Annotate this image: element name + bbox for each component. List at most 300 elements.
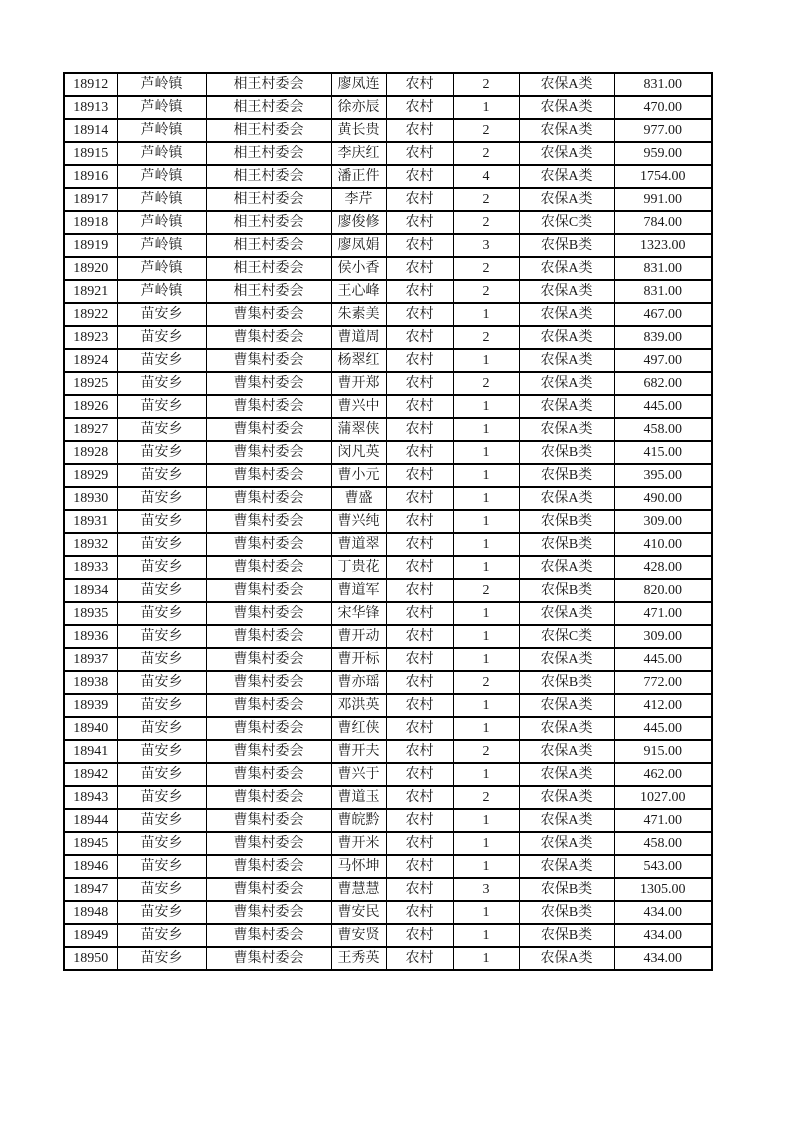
cell-insurance-category: 农保B类 [519,464,614,487]
table-row [64,832,712,855]
cell-town: 芦岭镇 [117,257,206,280]
cell-person-count: 1 [453,349,519,372]
cell-insurance-category: 农保A类 [519,349,614,372]
cell-residence-type: 农村 [386,625,453,648]
table-row [64,694,712,717]
cell-village-committee: 相王村委会 [206,165,331,188]
cell-person-count: 1 [453,441,519,464]
cell-residence-type: 农村 [386,648,453,671]
cell-record-id: 18936 [64,625,117,648]
cell-amount: 445.00 [614,395,712,418]
cell-town: 苗安乡 [117,786,206,809]
table-row [64,303,712,326]
table-row [64,717,712,740]
cell-insurance-category: 农保C类 [519,625,614,648]
cell-residence-type: 农村 [386,441,453,464]
cell-record-id: 18931 [64,510,117,533]
cell-insurance-category: 农保A类 [519,165,614,188]
cell-town: 苗安乡 [117,395,206,418]
cell-town: 芦岭镇 [117,188,206,211]
cell-record-id: 18950 [64,947,117,970]
cell-village-committee: 曹集村委会 [206,556,331,579]
table-row [64,740,712,763]
cell-person-count: 1 [453,947,519,970]
cell-residence-type: 农村 [386,510,453,533]
cell-residence-type: 农村 [386,372,453,395]
cell-residence-type: 农村 [386,257,453,280]
cell-person-count: 1 [453,464,519,487]
table-row [64,556,712,579]
cell-amount: 839.00 [614,326,712,349]
cell-insurance-category: 农保A类 [519,717,614,740]
cell-residence-type: 农村 [386,602,453,625]
cell-amount: 458.00 [614,418,712,441]
cell-residence-type: 农村 [386,671,453,694]
cell-person-name: 杨翠红 [331,349,386,372]
cell-person-count: 1 [453,809,519,832]
cell-insurance-category: 农保A类 [519,947,614,970]
cell-residence-type: 农村 [386,142,453,165]
cell-person-count: 2 [453,280,519,303]
table-row [64,855,712,878]
cell-record-id: 18937 [64,648,117,671]
cell-town: 芦岭镇 [117,96,206,119]
cell-residence-type: 农村 [386,73,453,96]
cell-amount: 445.00 [614,648,712,671]
cell-residence-type: 农村 [386,924,453,947]
cell-insurance-category: 农保A类 [519,809,614,832]
cell-amount: 831.00 [614,257,712,280]
cell-village-committee: 曹集村委会 [206,395,331,418]
cell-person-count: 1 [453,303,519,326]
cell-record-id: 18930 [64,487,117,510]
cell-person-count: 2 [453,326,519,349]
cell-town: 苗安乡 [117,372,206,395]
table-row [64,234,712,257]
cell-insurance-category: 农保B类 [519,671,614,694]
cell-village-committee: 曹集村委会 [206,533,331,556]
cell-person-name: 闵凡英 [331,441,386,464]
table-row [64,119,712,142]
cell-person-name: 曹开米 [331,832,386,855]
cell-insurance-category: 农保B类 [519,878,614,901]
cell-record-id: 18946 [64,855,117,878]
cell-residence-type: 农村 [386,349,453,372]
cell-record-id: 18919 [64,234,117,257]
table-row [64,602,712,625]
cell-village-committee: 相王村委会 [206,96,331,119]
cell-person-count: 1 [453,855,519,878]
cell-amount: 682.00 [614,372,712,395]
table-row [64,96,712,119]
cell-person-count: 1 [453,901,519,924]
cell-residence-type: 农村 [386,119,453,142]
table-row [64,441,712,464]
cell-residence-type: 农村 [386,809,453,832]
cell-amount: 820.00 [614,579,712,602]
cell-village-committee: 曹集村委会 [206,303,331,326]
table-row [64,418,712,441]
cell-village-committee: 相王村委会 [206,234,331,257]
cell-amount: 772.00 [614,671,712,694]
cell-insurance-category: 农保B类 [519,510,614,533]
cell-amount: 458.00 [614,832,712,855]
cell-person-name: 王心峰 [331,280,386,303]
cell-person-name: 曹道军 [331,579,386,602]
cell-record-id: 18932 [64,533,117,556]
cell-record-id: 18945 [64,832,117,855]
cell-amount: 467.00 [614,303,712,326]
cell-person-name: 蒲翠侠 [331,418,386,441]
cell-person-name: 朱素美 [331,303,386,326]
cell-town: 芦岭镇 [117,211,206,234]
cell-person-name: 曹小元 [331,464,386,487]
payment-table [63,72,713,971]
cell-record-id: 18929 [64,464,117,487]
cell-person-count: 1 [453,763,519,786]
table-row [64,464,712,487]
cell-person-name: 曹兴纯 [331,510,386,533]
cell-person-name: 宋华锋 [331,602,386,625]
cell-town: 苗安乡 [117,855,206,878]
cell-village-committee: 曹集村委会 [206,694,331,717]
cell-insurance-category: 农保A类 [519,395,614,418]
cell-person-name: 曹开夫 [331,740,386,763]
cell-town: 芦岭镇 [117,280,206,303]
table-row [64,947,712,970]
cell-village-committee: 曹集村委会 [206,418,331,441]
cell-residence-type: 农村 [386,487,453,510]
table-row [64,188,712,211]
cell-town: 苗安乡 [117,625,206,648]
cell-village-committee: 曹集村委会 [206,441,331,464]
cell-insurance-category: 农保A类 [519,303,614,326]
cell-person-name: 曹开郑 [331,372,386,395]
cell-person-count: 1 [453,556,519,579]
cell-insurance-category: 农保A类 [519,418,614,441]
cell-town: 苗安乡 [117,441,206,464]
cell-town: 苗安乡 [117,947,206,970]
cell-residence-type: 农村 [386,717,453,740]
cell-amount: 497.00 [614,349,712,372]
cell-record-id: 18913 [64,96,117,119]
cell-village-committee: 相王村委会 [206,211,331,234]
cell-insurance-category: 农保B类 [519,579,614,602]
cell-record-id: 18933 [64,556,117,579]
cell-insurance-category: 农保A类 [519,763,614,786]
cell-village-committee: 曹集村委会 [206,602,331,625]
cell-residence-type: 农村 [386,188,453,211]
cell-person-count: 1 [453,602,519,625]
cell-insurance-category: 农保A类 [519,96,614,119]
cell-person-name: 曹道周 [331,326,386,349]
table-row [64,579,712,602]
cell-village-committee: 曹集村委会 [206,510,331,533]
cell-person-name: 李芹 [331,188,386,211]
cell-town: 芦岭镇 [117,234,206,257]
cell-person-count: 1 [453,717,519,740]
cell-residence-type: 农村 [386,901,453,924]
cell-person-name: 侯小香 [331,257,386,280]
cell-person-name: 马怀坤 [331,855,386,878]
cell-record-id: 18927 [64,418,117,441]
cell-town: 苗安乡 [117,878,206,901]
cell-person-name: 曹兴于 [331,763,386,786]
cell-insurance-category: 农保A类 [519,648,614,671]
cell-town: 苗安乡 [117,533,206,556]
cell-amount: 784.00 [614,211,712,234]
cell-amount: 471.00 [614,602,712,625]
table-body [64,73,712,970]
cell-village-committee: 曹集村委会 [206,901,331,924]
cell-person-name: 曹开动 [331,625,386,648]
cell-amount: 470.00 [614,96,712,119]
cell-amount: 445.00 [614,717,712,740]
table-row [64,349,712,372]
cell-person-name: 曹红侠 [331,717,386,740]
cell-record-id: 18934 [64,579,117,602]
cell-person-name: 曹慧慧 [331,878,386,901]
cell-amount: 412.00 [614,694,712,717]
cell-residence-type: 农村 [386,96,453,119]
cell-insurance-category: 农保A类 [519,188,614,211]
cell-residence-type: 农村 [386,763,453,786]
cell-village-committee: 曹集村委会 [206,625,331,648]
cell-insurance-category: 农保A类 [519,740,614,763]
cell-village-committee: 相王村委会 [206,142,331,165]
cell-village-committee: 曹集村委会 [206,487,331,510]
cell-town: 芦岭镇 [117,73,206,96]
cell-person-name: 曹皖黔 [331,809,386,832]
cell-insurance-category: 农保A类 [519,786,614,809]
cell-amount: 1027.00 [614,786,712,809]
cell-insurance-category: 农保A类 [519,119,614,142]
cell-amount: 543.00 [614,855,712,878]
cell-insurance-category: 农保B类 [519,901,614,924]
cell-town: 苗安乡 [117,464,206,487]
cell-person-name: 曹安民 [331,901,386,924]
cell-insurance-category: 农保B类 [519,234,614,257]
cell-insurance-category: 农保B类 [519,533,614,556]
cell-person-count: 2 [453,142,519,165]
cell-village-committee: 曹集村委会 [206,326,331,349]
cell-town: 苗安乡 [117,648,206,671]
table-row [64,671,712,694]
cell-amount: 915.00 [614,740,712,763]
cell-person-count: 4 [453,165,519,188]
cell-person-count: 2 [453,211,519,234]
cell-insurance-category: 农保A类 [519,556,614,579]
cell-village-committee: 相王村委会 [206,188,331,211]
cell-village-committee: 曹集村委会 [206,763,331,786]
cell-record-id: 18920 [64,257,117,280]
cell-record-id: 18923 [64,326,117,349]
cell-town: 苗安乡 [117,418,206,441]
table-row [64,280,712,303]
table-row [64,211,712,234]
cell-insurance-category: 农保A类 [519,73,614,96]
cell-village-committee: 曹集村委会 [206,579,331,602]
table-row [64,372,712,395]
cell-record-id: 18939 [64,694,117,717]
cell-person-count: 2 [453,579,519,602]
cell-person-count: 1 [453,96,519,119]
table-row [64,142,712,165]
cell-record-id: 18941 [64,740,117,763]
cell-town: 苗安乡 [117,717,206,740]
cell-person-name: 曹亦瑶 [331,671,386,694]
cell-person-name: 廖凤娟 [331,234,386,257]
cell-record-id: 18924 [64,349,117,372]
cell-village-committee: 曹集村委会 [206,786,331,809]
cell-person-count: 2 [453,786,519,809]
cell-residence-type: 农村 [386,947,453,970]
cell-residence-type: 农村 [386,855,453,878]
cell-town: 芦岭镇 [117,165,206,188]
cell-insurance-category: 农保A类 [519,257,614,280]
cell-person-count: 3 [453,878,519,901]
cell-amount: 991.00 [614,188,712,211]
cell-amount: 309.00 [614,625,712,648]
cell-person-count: 2 [453,73,519,96]
cell-village-committee: 曹集村委会 [206,349,331,372]
cell-residence-type: 农村 [386,556,453,579]
cell-town: 苗安乡 [117,349,206,372]
table-row [64,257,712,280]
table-row [64,73,712,96]
cell-record-id: 18944 [64,809,117,832]
table-row [64,786,712,809]
cell-record-id: 18926 [64,395,117,418]
table-row [64,326,712,349]
cell-record-id: 18940 [64,717,117,740]
cell-town: 苗安乡 [117,671,206,694]
cell-village-committee: 相王村委会 [206,257,331,280]
cell-residence-type: 农村 [386,418,453,441]
cell-amount: 410.00 [614,533,712,556]
cell-residence-type: 农村 [386,165,453,188]
cell-residence-type: 农村 [386,786,453,809]
cell-person-name: 曹道翠 [331,533,386,556]
cell-town: 苗安乡 [117,924,206,947]
cell-village-committee: 曹集村委会 [206,717,331,740]
cell-amount: 415.00 [614,441,712,464]
cell-person-count: 2 [453,188,519,211]
cell-person-name: 曹兴中 [331,395,386,418]
cell-village-committee: 曹集村委会 [206,947,331,970]
cell-amount: 1305.00 [614,878,712,901]
cell-amount: 462.00 [614,763,712,786]
cell-person-name: 王秀英 [331,947,386,970]
cell-residence-type: 农村 [386,234,453,257]
cell-person-count: 1 [453,694,519,717]
cell-person-count: 1 [453,832,519,855]
cell-insurance-category: 农保A类 [519,487,614,510]
table-row [64,878,712,901]
cell-record-id: 18917 [64,188,117,211]
cell-person-count: 3 [453,234,519,257]
table-row [64,924,712,947]
cell-residence-type: 农村 [386,878,453,901]
cell-town: 芦岭镇 [117,142,206,165]
cell-amount: 831.00 [614,73,712,96]
cell-town: 苗安乡 [117,556,206,579]
table-row [64,395,712,418]
cell-residence-type: 农村 [386,395,453,418]
cell-person-name: 廖凤连 [331,73,386,96]
cell-amount: 1754.00 [614,165,712,188]
cell-person-count: 1 [453,487,519,510]
cell-insurance-category: 农保A类 [519,855,614,878]
cell-village-committee: 曹集村委会 [206,809,331,832]
cell-person-name: 曹道玉 [331,786,386,809]
cell-record-id: 18942 [64,763,117,786]
cell-town: 苗安乡 [117,763,206,786]
cell-town: 苗安乡 [117,809,206,832]
cell-amount: 434.00 [614,901,712,924]
cell-village-committee: 曹集村委会 [206,924,331,947]
cell-record-id: 18928 [64,441,117,464]
cell-village-committee: 相王村委会 [206,280,331,303]
cell-record-id: 18949 [64,924,117,947]
cell-person-name: 廖俊修 [331,211,386,234]
cell-amount: 959.00 [614,142,712,165]
cell-town: 苗安乡 [117,326,206,349]
cell-residence-type: 农村 [386,303,453,326]
cell-insurance-category: 农保A类 [519,694,614,717]
table-row [64,901,712,924]
cell-person-name: 曹开标 [331,648,386,671]
cell-record-id: 18947 [64,878,117,901]
cell-town: 苗安乡 [117,487,206,510]
cell-town: 苗安乡 [117,832,206,855]
table-row [64,648,712,671]
cell-record-id: 18935 [64,602,117,625]
cell-town: 苗安乡 [117,602,206,625]
cell-village-committee: 曹集村委会 [206,878,331,901]
cell-record-id: 18914 [64,119,117,142]
cell-person-count: 2 [453,740,519,763]
cell-person-count: 1 [453,625,519,648]
cell-insurance-category: 农保B类 [519,441,614,464]
cell-insurance-category: 农保A类 [519,832,614,855]
cell-residence-type: 农村 [386,740,453,763]
cell-insurance-category: 农保A类 [519,280,614,303]
cell-record-id: 18916 [64,165,117,188]
table-row [64,625,712,648]
cell-village-committee: 曹集村委会 [206,372,331,395]
table-row [64,165,712,188]
cell-residence-type: 农村 [386,211,453,234]
cell-person-name: 黄长贵 [331,119,386,142]
cell-residence-type: 农村 [386,326,453,349]
cell-insurance-category: 农保A类 [519,142,614,165]
cell-residence-type: 农村 [386,280,453,303]
cell-amount: 490.00 [614,487,712,510]
cell-person-name: 邓洪英 [331,694,386,717]
cell-town: 苗安乡 [117,740,206,763]
cell-insurance-category: 农保A类 [519,326,614,349]
cell-amount: 977.00 [614,119,712,142]
cell-record-id: 18925 [64,372,117,395]
cell-village-committee: 曹集村委会 [206,464,331,487]
cell-amount: 471.00 [614,809,712,832]
cell-person-name: 曹安贤 [331,924,386,947]
cell-residence-type: 农村 [386,832,453,855]
cell-village-committee: 相王村委会 [206,73,331,96]
cell-record-id: 18943 [64,786,117,809]
cell-insurance-category: 农保B类 [519,924,614,947]
